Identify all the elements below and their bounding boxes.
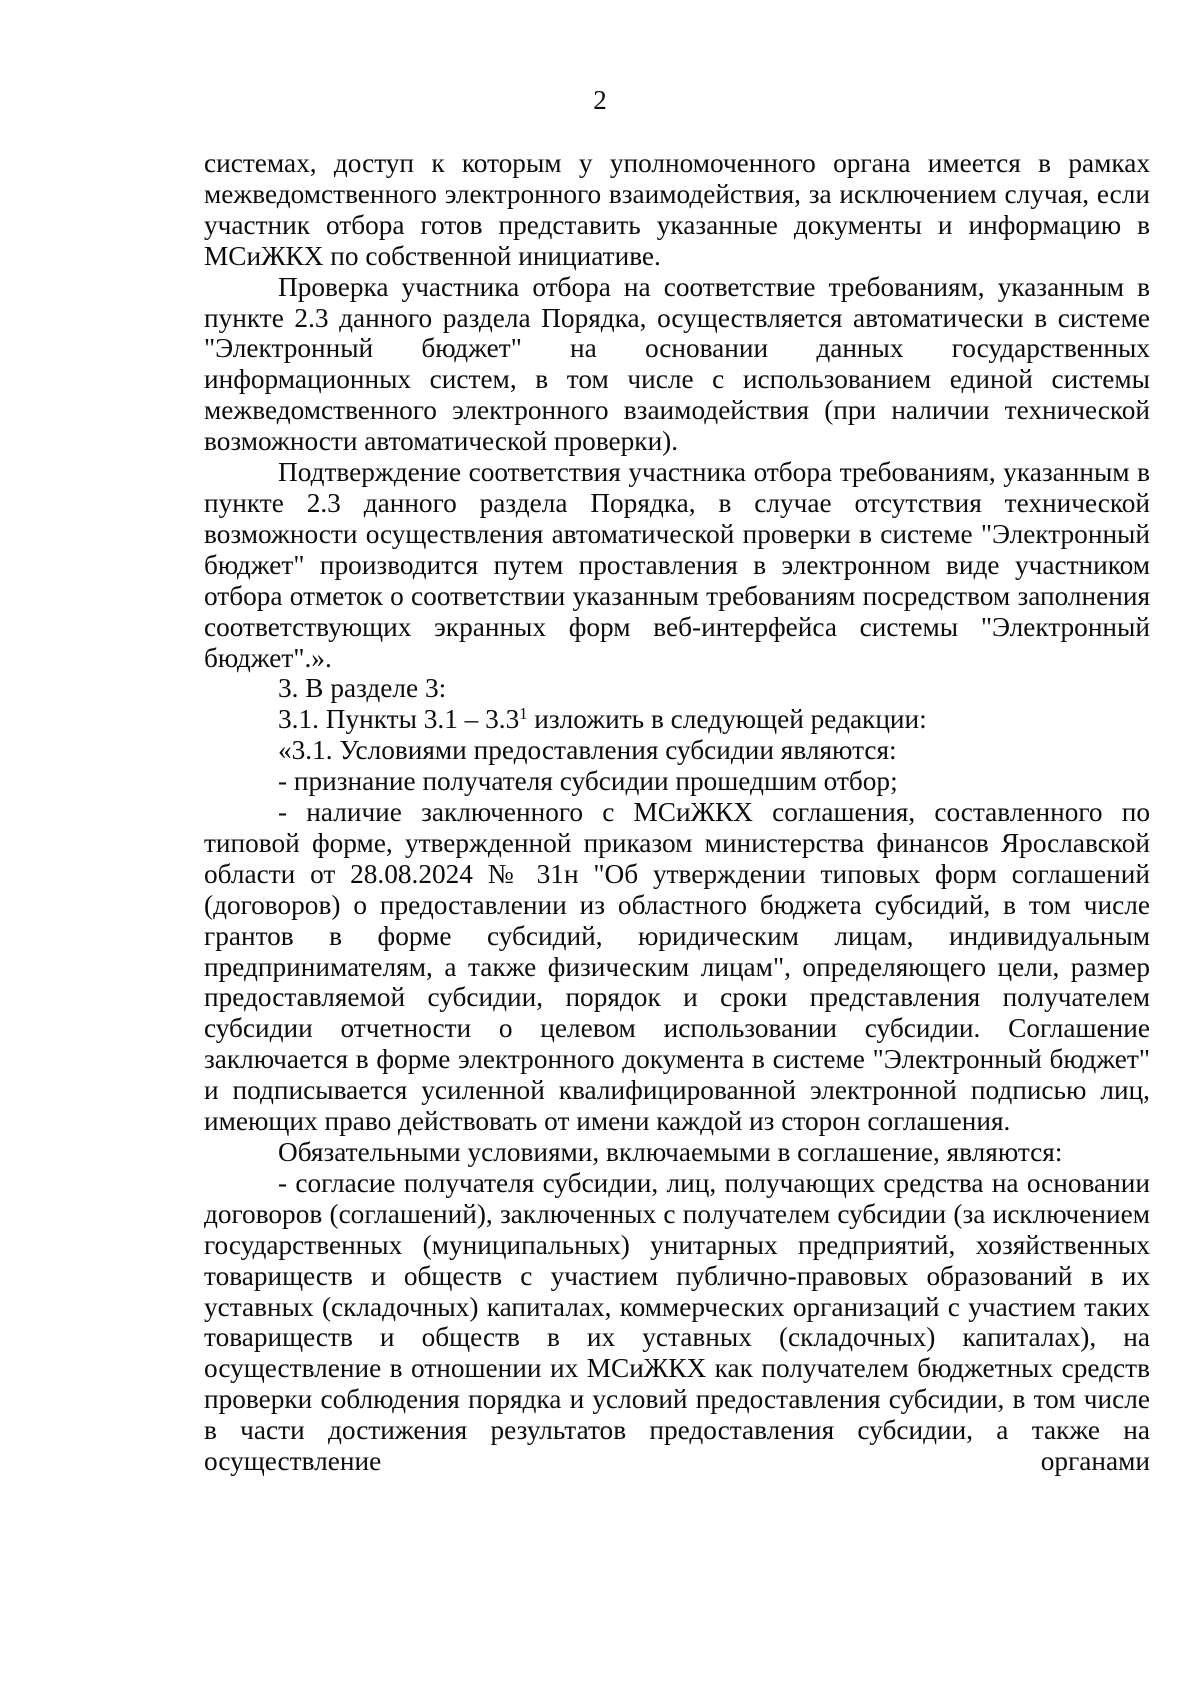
paragraph-consent: - согласие получателя субсидии, лиц, получающих средства на основании договоров (соглашений), заключенных с получателем субсидии (за исключением государственных (муниципальных) унитарных предприятий, хозяйственных товариществ и обществ с участием публично-правовых образований в их уставных (складочных) капиталах, коммерческих организаций с участием таких товариществ и обществ в их уставных (складочных) капиталах), на осуществление в отношении их МСиЖКХ как получателем бюджетных средств проверки соблюдения порядка и условий предоставления субсидии, в том числе в части достижения результатов предоставления субсидии, а также на осуществление органами (204, 1167, 1150, 1477)
clauses-edit-end: изложить в следующей редакции: (527, 704, 927, 735)
paragraph-condition-selection: - признание получателя субсидии прошедшим отбор; (278, 766, 898, 797)
paragraph-verification: Проверка участника отбора на соответствие требованиям, указанным в пункте 2.3 данного раздела Порядка, осуществляется автоматически в системе "Электронный бюджет" на основании данных государственных информационных систем, в том числе с использованием единой системы межведомственного электронного взаимодействия (при наличии технической возможности автоматической проверки). (204, 271, 1150, 457)
paragraph-conditions-heading: «3.1. Условиями предоставления субсидии являются: (278, 735, 897, 766)
paragraph-mandatory-conditions: Обязательными условиями, включаемыми в соглашение, являются: (278, 1137, 1063, 1167)
document-body (204, 148, 1150, 1477)
paragraph-confirmation: Подтверждение соответствия участника отбора требованиям, указанным в пункте 2.3 данного раздела Порядка, в случае отсутствия технической возможности осуществления автоматической проверки в системе "Электронный бюджет" производится путем проставления в электронном виде участником отбора отметок о соответствии указанным требованиям посредством заполнения соответствующих экранных форм веб-интерфейса системы "Электронный бюджет".». (204, 457, 1150, 673)
paragraph-condition-agreement: - наличие заключенного с МСиЖКХ соглашения, составленного по типовой форме, утвержденной приказом министерства финансов Ярославской области от 28.08.2024 № 31н "Об утверждении типовых форм соглашений (договоров) о предоставлении из областного бюджета субсидий, в том числе грантов в форме субсидий, юридическим лицам, индивидуальным предпринимателям, а также физическим лицам", определяющего цели, размер предоставляемой субсидии, порядок и сроки представления получателем субсидии отчетности о целевом использовании субсидии. Соглашение заключается в форме электронного документа в системе "Электронный бюджет" и подписывается усиленной квалифицированной электронной подписью лиц, имеющих право действовать от имени каждой из сторон соглашения. (204, 797, 1150, 1137)
clauses-edit-start: 3.1. Пункты 3.1 – 3.3 (278, 704, 520, 735)
paragraph-section-3: 3. В разделе 3: (278, 673, 447, 704)
clause-superscript: 1 (519, 704, 528, 724)
paragraph-clauses-edit (204, 704, 1150, 735)
page-number: 2 (593, 85, 607, 115)
paragraph-continuation: системах, доступ к которым у уполномоченного органа имеется в рамках межведомственного электронного взаимодействия, за исключением случая, если участник отбора готов представить указанные документы и информацию в МСиЖКХ по собственной инициативе. (204, 148, 1150, 271)
